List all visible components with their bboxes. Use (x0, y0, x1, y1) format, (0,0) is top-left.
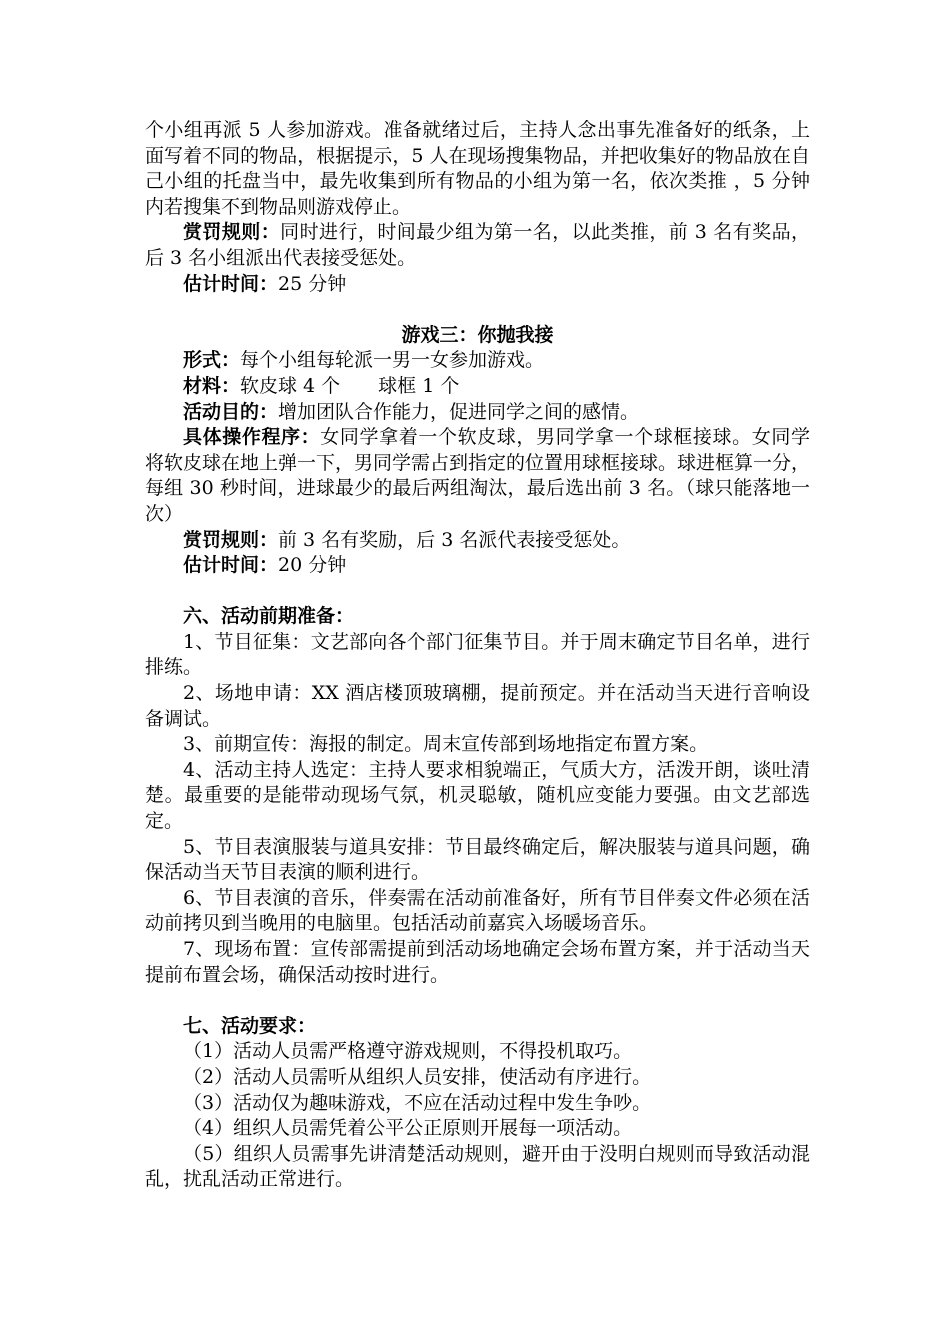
game3-time-text: 20 分钟 (278, 554, 347, 577)
game3-title: 游戏三：你抛我接 (401, 323, 554, 346)
game3-reward-text: 前 3 名有奖励，后 3 名派代表接受惩处。 (278, 528, 631, 551)
game3-material-label: 材料： (183, 374, 241, 397)
game2-reward-rule (145, 220, 810, 271)
section6-item: 1、节目征集：文艺部向各个部门征集节目。并于周末确定节目名单，进行排练。 (145, 630, 810, 679)
game2-time-label: 估计时间： (183, 272, 279, 295)
game3-purpose-text: 增加团队合作能力，促进同学之间的感情。 (278, 400, 640, 423)
document-page (145, 118, 810, 1193)
game2-time-text: 25 分钟 (278, 272, 347, 295)
section7-item: （1）活动人员需严格遵守游戏规则，不得投机取巧。 (183, 1040, 633, 1063)
game3-time-label: 估计时间： (183, 554, 279, 577)
game2-continuation: 个小组再派 5 人参加游戏。准备就绪过后，主持人念出事先准备好的纸条，上面写着不同的物品，根据提示，5 人在现场搜集物品，并把收集好的物品放在自己小组的托盘当中，最先收集到所有物品的小组为第一名，依次类推 ，5 分钟内若搜集不到物品则游戏停止。 (145, 119, 810, 218)
game2-reward-text: 同时进行，时间最少组为第一名，以此类推，前 3 名有奖品，后 3 名小组派出代表接受惩处。 (145, 221, 810, 269)
game3-form-text: 每个小组每轮派一男一女参加游戏。 (240, 349, 545, 372)
section7-item: （4）组织人员需凭着公平公正原则开展每一项活动。 (183, 1117, 633, 1140)
section6-item: 4、活动主持人选定：主持人要求相貌端正，气质大方，活泼开朗，谈吐清楚。最重要的是能带动现场气氛，机灵聪敏，随机应变能力要强。由文艺部选定。 (145, 758, 810, 833)
game2-reward-label: 赏罚规则： (183, 221, 281, 244)
game3-reward-rule (145, 528, 810, 554)
section6-item: 2、场地申请：XX 酒店楼顶玻璃棚，提前预定。并在活动当天进行音响设备调试。 (145, 682, 810, 730)
section7-heading: 七、活动要求： (183, 1014, 317, 1037)
section6-heading: 六、活动前期准备： (183, 605, 355, 628)
game3-procedure (145, 425, 810, 527)
game3-form (145, 348, 810, 374)
spacer (145, 297, 810, 323)
game3-purpose (145, 400, 810, 426)
game3-material (145, 374, 810, 400)
game2-estimated-time (145, 272, 810, 298)
spacer (145, 988, 810, 1014)
section7-item: （5）组织人员需事先讲清楚活动规则，避开由于没明白规则而导致活动混乱，扰乱活动正常进行。 (145, 1142, 810, 1191)
section6-item: 3、前期宣传：海报的制定。周末宣传部到场地指定布置方案。 (183, 733, 709, 756)
game3-form-label: 形式： (183, 349, 241, 372)
game3-procedure-label: 具体操作程序： (183, 426, 321, 449)
game3-reward-label: 赏罚规则： (183, 528, 279, 551)
section7-item: （2）活动人员需听从组织人员安排，使活动有序进行。 (183, 1065, 652, 1088)
section6-item: 7、现场布置：宣传部需提前到活动场地确定会场布置方案，并于活动当天提前布置会场，确保活动按时进行。 (145, 938, 810, 986)
game3-estimated-time (145, 553, 810, 579)
section7-item: （3）活动仅为趣味游戏，不应在活动过程中发生争吵。 (183, 1091, 652, 1114)
game3-procedure-text: 女同学拿着一个软皮球，男同学拿一个球框接球。女同学将软皮球在地上弹一下，男同学需占到指定的位置用球框接球。球进框算一分，每组 30 秒时间，进球最少的最后两组淘汰，最后选出前 3 名。（球只能落地一次） (145, 426, 811, 525)
section6-item: 6、节目表演的音乐，伴奏需在活动前准备好，所有节目伴奏文件必须在活动前拷贝到当晚用的电脑里。包括活动前嘉宾入场暖场音乐。 (145, 886, 810, 935)
game3-material-text: 软皮球 4 个 球框 1 个 (240, 374, 460, 397)
game3-purpose-label: 活动目的： (183, 400, 279, 423)
spacer (145, 579, 810, 605)
section6-item: 5、节目表演服装与道具安排：节目最终确定后，解决服装与道具问题，确保活动当天节目表演的顺利进行。 (145, 835, 810, 884)
